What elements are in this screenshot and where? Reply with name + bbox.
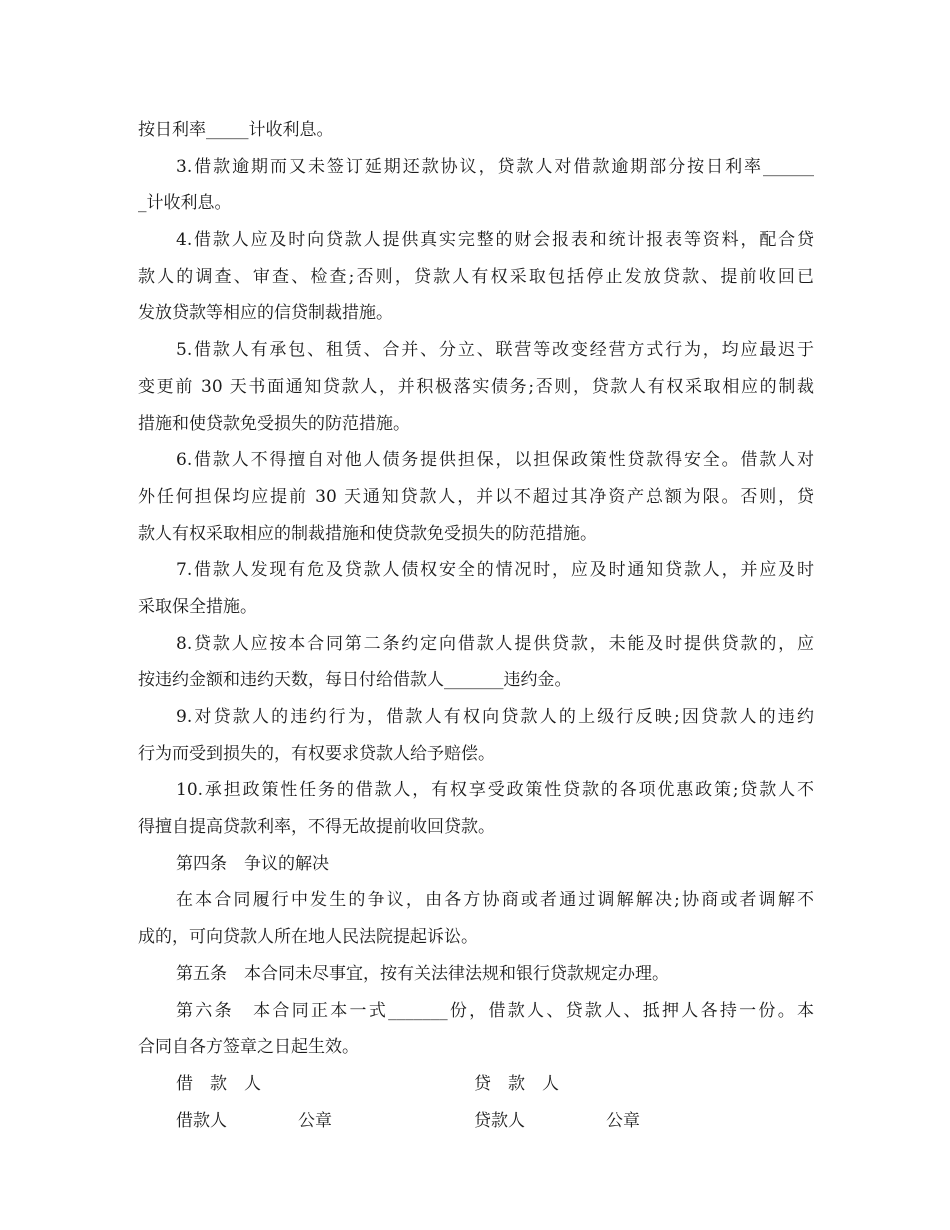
text-line: 第六条 本合同正本一式_______份，借款人、贷款人、抵押人各持一份。本 [176, 1000, 814, 1021]
text-line: 在本合同履行中发生的争议，由各方协商或者通过调解解决;协商或者调解不 [176, 890, 814, 911]
text-line: 3.借款逾期而又未签订延期还款协议，贷款人对借款逾期部分按日利率______ [176, 156, 814, 177]
text-line: 5.借款人有承包、租赁、合并、分立、联营等改变经营方式行为，均应最迟于 [176, 340, 814, 361]
lender-label: 贷款人 [474, 1110, 525, 1131]
text-line: 10.承担政策性任务的借款人，有权享受政策性贷款的各项优惠政策;贷款人不 [176, 780, 814, 801]
signature-row-titles [138, 1066, 814, 1103]
document-page [138, 112, 814, 1139]
text-line: 9.对贷款人的违约行为，借款人有权向贷款人的上级行反映;因贷款人的违约 [176, 707, 814, 727]
borrower-label: 借款人 [176, 1110, 227, 1131]
text-line: 外任何担保均应提前 30 天通知贷款人，并以不超过其净资产总额为限。否则，贷 [138, 486, 814, 507]
text-line: 发放贷款等相应的信贷制裁措施。 [138, 303, 393, 324]
lender-title: 贷 款 人 [474, 1073, 559, 1094]
text-line: 合同自各方签章之日起生效。 [138, 1037, 359, 1058]
borrower-title: 借 款 人 [176, 1073, 261, 1094]
text-line: 6.借款人不得擅自对他人债务提供担保，以担保政策性贷款得安全。借款人对 [176, 450, 814, 471]
text-line: 第五条 本合同未尽事宜，按有关法律法规和银行贷款规定办理。 [176, 963, 669, 984]
text-line: 款人的调查、审查、检查;否则，贷款人有权采取包括停止发放贷款、提前收回已 [138, 266, 814, 287]
text-line: 变更前 30 天书面通知贷款人，并积极落实债务;否则，贷款人有权采取相应的制裁 [138, 376, 814, 397]
text-line: 得擅自提高贷款利率，不得无故提前收回贷款。 [138, 817, 495, 838]
text-line: 款人有权采取相应的制裁措施和使贷款免受损失的防范措施。 [138, 523, 597, 544]
text-line: 8.贷款人应按本合同第二条约定向借款人提供贷款，未能及时提供贷款的，应 [176, 633, 814, 654]
text-line: 4.借款人应及时向贷款人提供真实完整的财会报表和统计报表等资料，配合贷 [176, 230, 814, 251]
signature-row-seals [138, 1103, 814, 1140]
text-line: _计收利息。 [138, 193, 232, 214]
borrower-seal-label: 公章 [298, 1110, 332, 1131]
text-line: 措施和使贷款免受损失的防范措施。 [138, 413, 410, 434]
text-line: 成的，可向贷款人所在地人民法院提起诉讼。 [138, 927, 478, 948]
section-heading: 第四条 争议的解决 [176, 853, 329, 874]
document-body [138, 112, 814, 1066]
text-line: 按违约金额和违约天数，每日付给借款人_______违约金。 [138, 670, 572, 691]
text-line: 行为而受到损失的，有权要求贷款人给予赔偿。 [138, 743, 495, 764]
text-line: 采取保全措施。 [138, 596, 257, 617]
lender-seal-label: 公章 [606, 1110, 640, 1131]
text-line: 7.借款人发现有危及贷款人债权安全的情况时，应及时通知贷款人，并应及时 [176, 560, 814, 581]
text-line: 按日利率_____计收利息。 [138, 120, 334, 140]
